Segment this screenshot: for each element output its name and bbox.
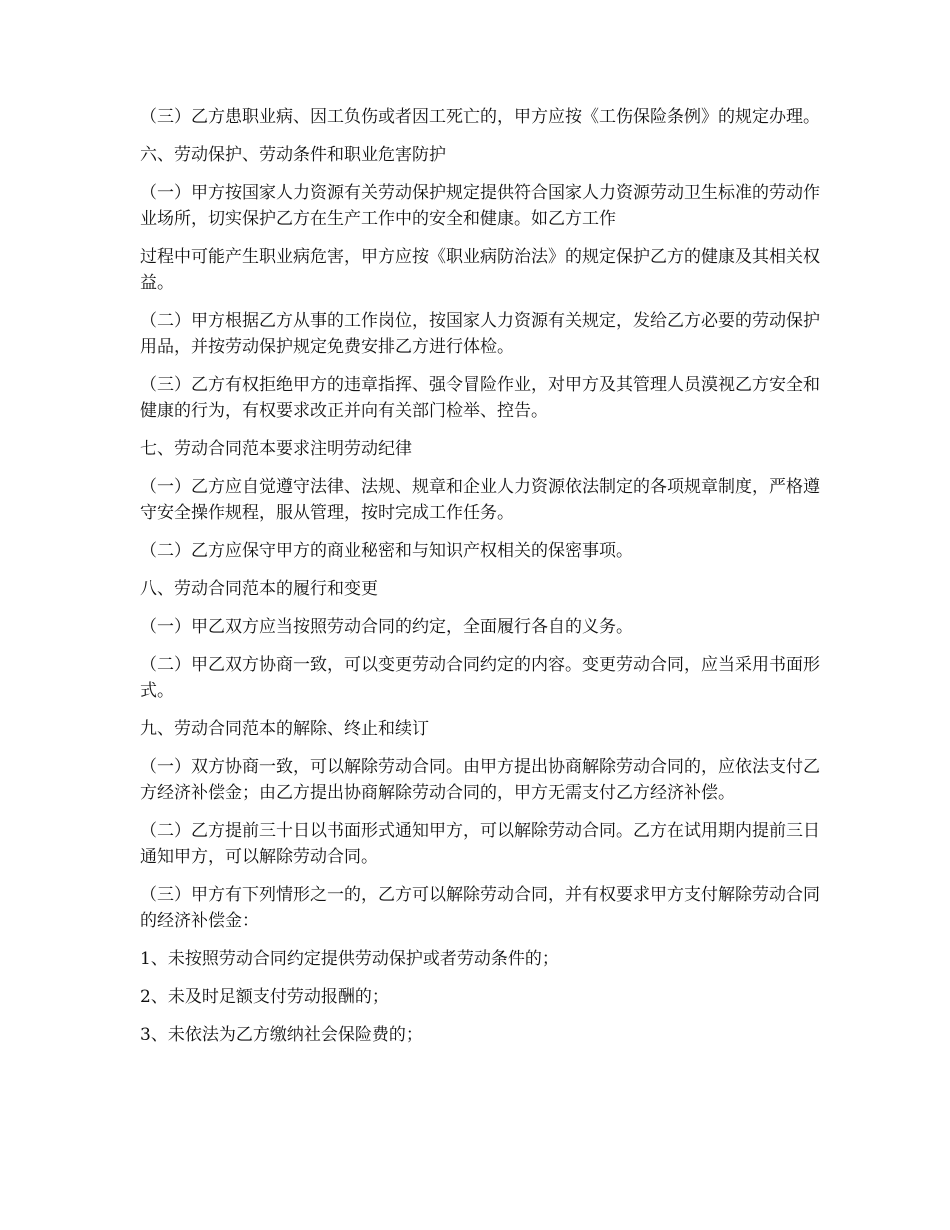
section-heading-labor-protection: 六、劳动保护、劳动条件和职业危害防护 xyxy=(140,145,446,165)
paragraph-confidentiality: （二）乙方应保守甲方的商业秘密和与知识产权相关的保密事项。 xyxy=(140,541,633,561)
document-body xyxy=(140,104,820,1060)
section-heading-performance-change: 八、劳动合同范本的履行和变更 xyxy=(140,579,378,599)
paragraph-protective-equipment: （二）甲方根据乙方从事的工作岗位，按国家人力资源有关规定，发给乙方必要的劳动保护用品，并按劳动保护规定免费安排乙方进行体检。 xyxy=(140,311,820,357)
section-heading-termination: 九、劳动合同范本的解除、终止和续订 xyxy=(140,719,429,739)
list-item-labor-protection: 1、未按照劳动合同约定提供劳动保护或者劳动条件的； xyxy=(140,949,559,969)
paragraph-contract-modification: （二）甲乙双方协商一致，可以变更劳动合同约定的内容。变更劳动合同，应当采用书面形式。 xyxy=(140,655,820,701)
paragraph-notice-termination: （二）乙方提前三十日以书面形式通知甲方，可以解除劳动合同。乙方在试用期内提前三日通知甲方，可以解除劳动合同。 xyxy=(140,821,820,867)
paragraph-occupational-disease: 过程中可能产生职业病危害，甲方应按《职业病防治法》的规定保护乙方的健康及其相关权益。 xyxy=(140,247,820,293)
section-heading-labor-discipline: 七、劳动合同范本要求注明劳动纪律 xyxy=(140,439,412,459)
paragraph-comply-regulations: （一）乙方应自觉遵守法律、法规、规章和企业人力资源依法制定的各项规章制度，严格遵守安全操作规程，服从管理，按时完成工作任务。 xyxy=(140,477,820,523)
list-item-social-insurance: 3、未依法为乙方缴纳社会保险费的； xyxy=(140,1025,423,1045)
paragraph-employee-termination-rights: （三）甲方有下列情形之一的，乙方可以解除劳动合同，并有权要求甲方支付解除劳动合同的经济补偿金： xyxy=(140,885,820,931)
paragraph-injury-handling: （三）乙方患职业病、因工负伤或者因工死亡的，甲方应按《工伤保险条例》的规定办理。 xyxy=(140,107,820,127)
list-item-remuneration: 2、未及时足额支付劳动报酬的； xyxy=(140,987,389,1007)
paragraph-mutual-termination: （一）双方协商一致，可以解除劳动合同。由甲方提出协商解除劳动合同的，应依法支付乙方经济补偿金；由乙方提出协商解除劳动合同的，甲方无需支付乙方经济补偿。 xyxy=(140,757,820,803)
paragraph-perform-obligations: （一）甲乙双方应当按照劳动合同的约定，全面履行各自的义务。 xyxy=(140,617,633,637)
paragraph-workplace-standards: （一）甲方按国家人力资源有关劳动保护规定提供符合国家人力资源劳动卫生标准的劳动作业场所，切实保护乙方在生产工作中的安全和健康。如乙方工作 xyxy=(140,183,820,229)
paragraph-right-to-refuse: （三）乙方有权拒绝甲方的违章指挥、强令冒险作业，对甲方及其管理人员漠视乙方安全和健康的行为，有权要求改正并向有关部门检举、控告。 xyxy=(140,375,820,421)
